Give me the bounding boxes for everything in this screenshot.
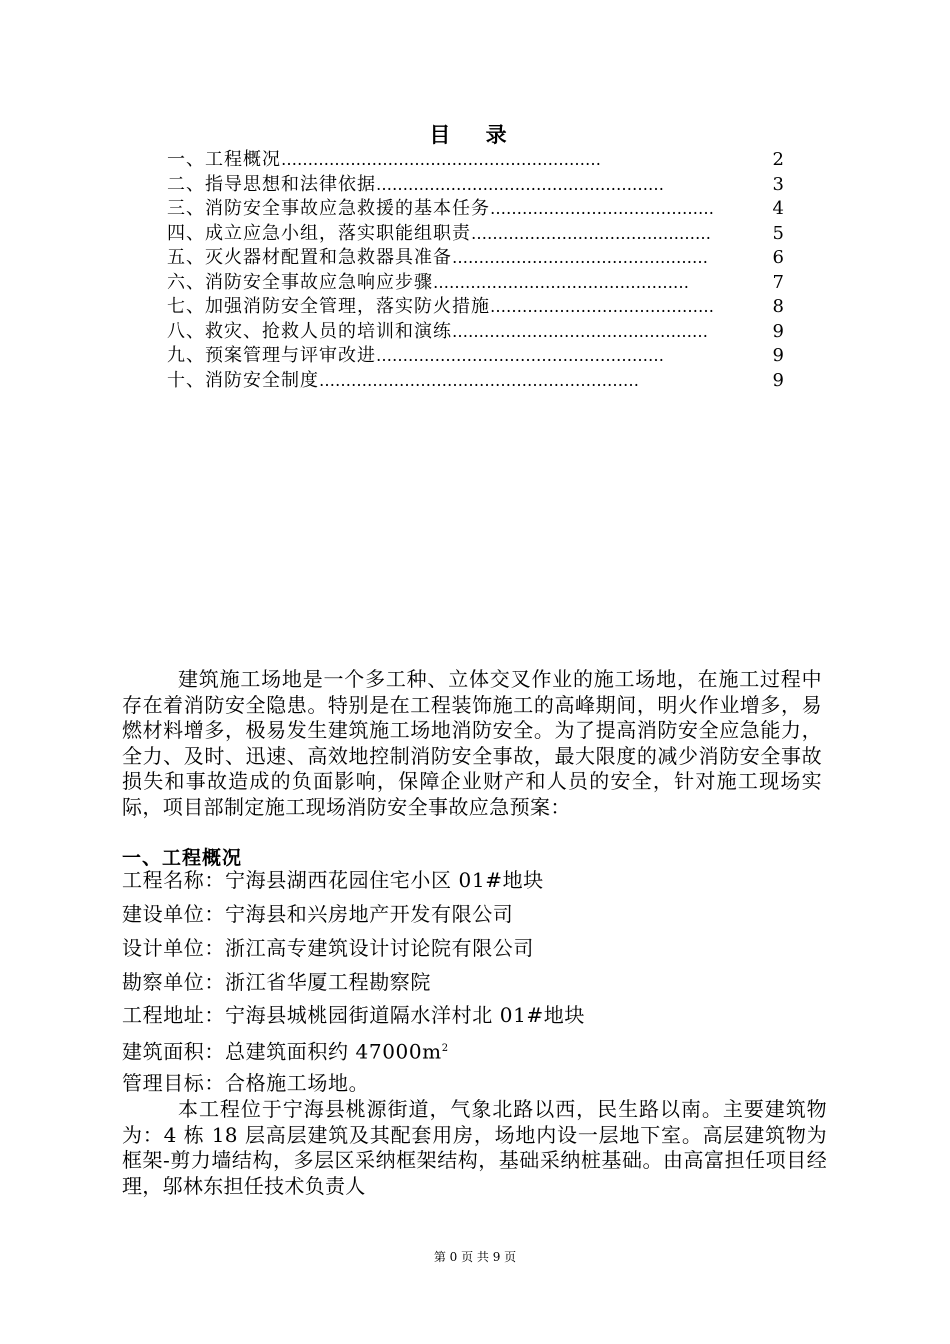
toc-leader-dots: ………………………………………… xyxy=(452,321,708,341)
toc-item-number: 二、 xyxy=(167,173,205,195)
toc-item-title: 预案管理与评审改进 xyxy=(205,345,376,366)
info-row-goal xyxy=(122,1071,369,1095)
section-heading: 一、工程概况 xyxy=(122,847,243,869)
toc-item[interactable] xyxy=(167,222,785,247)
toc-item-number: 七、 xyxy=(167,296,205,317)
toc-item-number: 六、 xyxy=(167,271,205,293)
toc-page-number: 9 xyxy=(772,345,785,366)
toc-page-number: 2 xyxy=(772,149,785,170)
toc-leader-dots: …………………………………… xyxy=(490,297,714,316)
toc-item-number: 五、 xyxy=(167,247,205,268)
toc-item-number: 十、 xyxy=(167,369,205,391)
toc-page-number: 7 xyxy=(772,271,785,293)
info-label: 设计单位： xyxy=(122,936,225,960)
toc-item-title: 消防安全事故应急救援的基本任务 xyxy=(205,198,490,219)
toc-leader-dots: ………………………………………… xyxy=(452,248,708,267)
toc-item[interactable] xyxy=(167,173,785,198)
toc-item-title: 工程概况 xyxy=(205,149,281,170)
info-label: 工程名称： xyxy=(122,868,225,892)
toc-page-number: 4 xyxy=(772,198,785,219)
intro-text: 建筑施工场地是一个多工种、立体交叉作业的施工场地，在施工过程中存在着消防安全隐患。特别是在工程装饰施工的高峰期间，明火作业增多，易燃材料增多，极易发生建筑施工场地消防安全。为了提高消防安全应急能力，全力、及时、迅速、高效地控制消防安全事故，最大限度的减少消防安全事故损失和事故造成的负面影响，保障企业财产和人员的安全，针对施工现场实际，项目部制定施工现场消防安全事故应急预案： xyxy=(122,667,822,819)
toc-item-number: 八、 xyxy=(167,320,205,342)
toc-title: 目 录 xyxy=(429,122,521,147)
toc-item[interactable] xyxy=(167,369,785,394)
info-value: 宁海县湖西花园住宅小区 01#地块 xyxy=(225,868,544,892)
toc-item-title: 救灾、抢救人员的培训和演练 xyxy=(205,320,452,342)
toc-item-number: 九、 xyxy=(167,345,205,366)
toc-item-number: 一、 xyxy=(167,149,205,170)
toc-leader-dots: ……………………………………………… xyxy=(376,174,664,194)
toc-item-title: 指导思想和法律依据 xyxy=(205,173,376,195)
intro-paragraph xyxy=(122,667,822,820)
toc-leader-dots: ………………………………………… xyxy=(433,272,689,292)
info-value: 宁海县城桃园街道隔水洋村北 01#地块 xyxy=(225,1003,585,1027)
info-label: 管理目标： xyxy=(122,1071,225,1095)
info-label: 勘察单位： xyxy=(122,970,225,994)
toc-leader-dots: …………………………………………………… xyxy=(319,370,639,390)
page-footer: 第 0 页 共 9 页 xyxy=(433,1250,517,1264)
info-label: 建筑面积： xyxy=(122,1039,225,1064)
info-value: 宁海县和兴房地产开发有限公司 xyxy=(225,902,514,926)
toc-item-title: 成立应急小组，落实职能组职责 xyxy=(205,222,471,244)
project-description xyxy=(122,1097,827,1199)
toc-page-number: 9 xyxy=(772,369,785,391)
toc-item-title: 消防安全制度 xyxy=(205,369,319,391)
superscript: 2 xyxy=(441,1043,449,1054)
info-value: 浙江高专建筑设计讨论院有限公司 xyxy=(225,936,534,960)
info-row-area xyxy=(122,1037,449,1064)
info-row-project-name xyxy=(122,868,544,892)
toc-item[interactable] xyxy=(167,320,785,345)
toc-item-title: 消防安全事故应急响应步骤 xyxy=(205,271,433,293)
toc-item[interactable] xyxy=(167,148,785,173)
toc-page-number: 8 xyxy=(772,296,785,317)
toc-leader-dots: …………………………………………………… xyxy=(281,150,601,169)
toc-page-number: 9 xyxy=(772,320,785,342)
info-value: 总建筑面积约 47000m xyxy=(225,1039,442,1064)
toc-item[interactable] xyxy=(167,295,785,320)
info-row-designer xyxy=(122,936,534,960)
info-label: 建设单位： xyxy=(122,902,225,926)
toc-leader-dots: ……………………………………… xyxy=(471,223,711,243)
info-label: 工程地址： xyxy=(122,1003,225,1027)
toc-item[interactable] xyxy=(167,271,785,296)
toc-item-title: 加强消防安全管理，落实防火措施 xyxy=(205,296,490,317)
toc-page-number: 6 xyxy=(772,247,785,268)
toc-leader-dots: …………………………………… xyxy=(490,199,714,218)
toc-item[interactable] xyxy=(167,344,785,369)
project-description-text: 本工程位于宁海县桃源街道，气象北路以西，民生路以南。主要建筑物为：4 栋 18 层高层建筑及其配套用房，场地内设一层地下室。高层建筑物为框架-剪力墙结构，多层区采纳框架结构，基础采纳桩基础。由高富担任项目经理，邬林东担任技术负责人 xyxy=(122,1097,827,1198)
toc-item-number: 三、 xyxy=(167,198,205,219)
table-of-contents xyxy=(167,148,785,393)
info-row-builder xyxy=(122,902,513,926)
info-row-address xyxy=(122,1003,585,1027)
info-value: 浙江省华厦工程勘察院 xyxy=(225,970,431,994)
toc-item-title: 灭火器材配置和急救器具准备 xyxy=(205,247,452,268)
toc-item[interactable] xyxy=(167,246,785,271)
toc-page-number: 3 xyxy=(772,173,785,195)
info-value: 合格施工场地。 xyxy=(225,1071,370,1095)
toc-item[interactable] xyxy=(167,197,785,222)
toc-item-number: 四、 xyxy=(167,222,205,244)
info-row-surveyor xyxy=(122,970,431,994)
toc-page-number: 5 xyxy=(772,222,785,244)
toc-leader-dots: ……………………………………………… xyxy=(376,346,664,365)
